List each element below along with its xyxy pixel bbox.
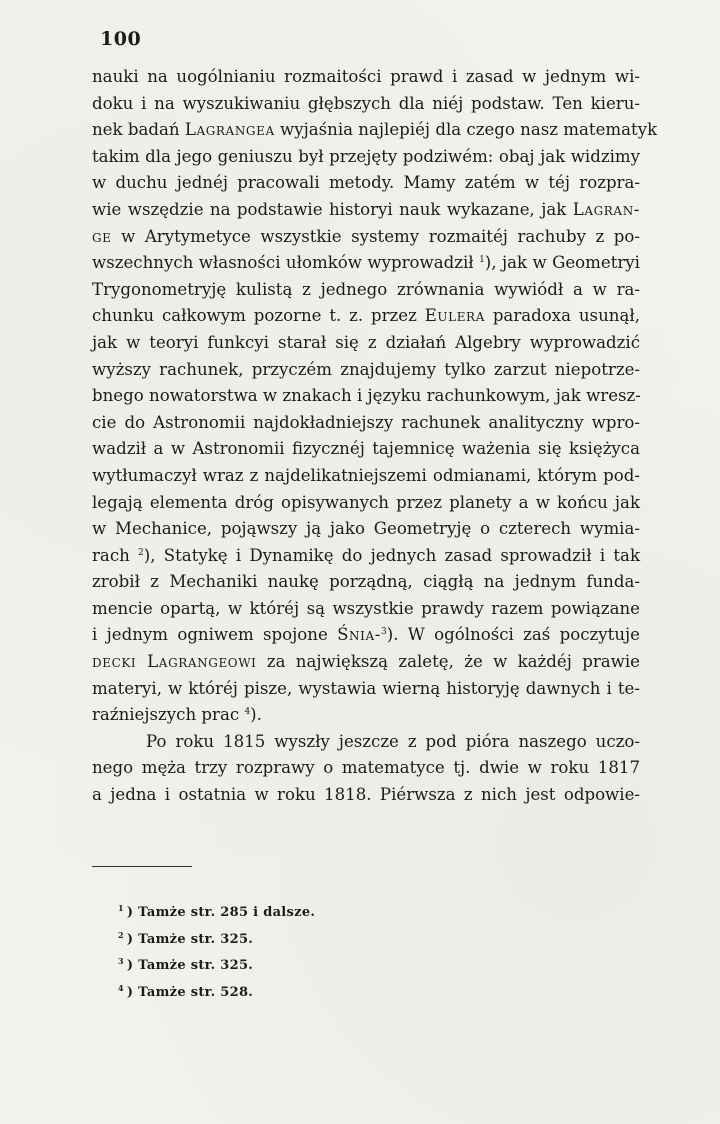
small-caps-name: Eulera: [424, 306, 485, 326]
text-line: [92, 357, 640, 384]
text-line: [92, 117, 658, 144]
text-line: [92, 330, 640, 357]
text-run: bnego nowatorstwa w znakach i języku rachunkowym, jak wresz-: [92, 386, 641, 406]
text-line: [92, 622, 640, 649]
footnotes: [118, 900, 315, 1006]
text-run: Trygonometryję kulistą z jednego zrównania wywiódł a w ra-: [92, 279, 640, 299]
text-run: nego męża trzy rozprawy o matematyce tj. dwie w roku 1817: [92, 758, 640, 778]
text-run: wyższy rachunek, przyczém znajdujemy tylko zarzut niepotrze-: [92, 359, 640, 379]
footnote-text: ) Tamże str. 325.: [126, 958, 254, 973]
text-line: [92, 64, 640, 91]
footnote-mark: 2: [118, 929, 124, 940]
text-run: nauki na uogólnianiu rozmaitości prawd i zasad w jednym wi-: [92, 67, 640, 86]
footnote-text: ) Tamże str. 528.: [126, 984, 254, 1000]
text-run: mencie opartą, w któréj są wszystkie prawdy razem powiązane: [92, 598, 640, 618]
footnote: [118, 927, 315, 954]
footnote: [118, 980, 315, 1007]
footnote: [118, 900, 315, 927]
text-line: [92, 170, 640, 197]
text-line: [92, 676, 640, 703]
footnote-mark: 3: [118, 956, 124, 966]
text-run: raźniejszych prac: [92, 705, 245, 725]
text-line: [92, 224, 640, 251]
text-run: ), Statykę i Dynamikę do jednych zasad sprowadził i tak: [143, 545, 640, 565]
text-run: wie wszędzie na podstawie historyi nauk wykazane, jak: [92, 199, 573, 219]
text-line: [92, 436, 640, 463]
text-run: w Mechanice, pojąwszy ją jako Geometryję o czterech wymia-: [92, 519, 640, 539]
text-run: jak w teoryi funkcyi starał się z działań Algebry wyprowadzić: [92, 332, 640, 352]
text-line: [92, 383, 640, 410]
page-number: 100: [100, 28, 142, 50]
footnote-divider: [92, 866, 192, 867]
footnote-mark: 4: [118, 982, 124, 993]
text-run: ).: [250, 705, 262, 725]
text-run: w Arytymetyce wszystkie systemy rozmaitéj rachuby z po-: [111, 226, 640, 246]
footnote-mark: 1: [118, 903, 124, 913]
text-run: i jednym ogniwem spojone: [92, 625, 338, 645]
text-line: [92, 91, 640, 118]
small-caps-name: ge: [92, 226, 112, 246]
text-run: legają elementa dróg opisywanych przez planety a w końcu jak: [92, 492, 640, 512]
text-line: [92, 410, 640, 437]
text-line: [92, 596, 640, 623]
text-run: wszechnych własności ułomków wyprowadził: [92, 253, 480, 273]
footnote-ref: 2: [138, 547, 144, 558]
text-line: [92, 569, 640, 596]
text-run: wyjaśnia najlepiéj dla czego nasz matematyk: [274, 120, 658, 140]
text-line: [92, 277, 640, 304]
text-line: [92, 729, 640, 756]
text-run: chunku całkowym pozorne t. z. przez: [92, 306, 425, 326]
small-caps-name: Śnia-: [337, 625, 381, 645]
small-caps-name: Lagran-: [572, 199, 640, 219]
text-line: [92, 702, 640, 729]
text-line: [92, 303, 640, 330]
footnote: [118, 953, 315, 980]
text-line: [92, 144, 640, 171]
text-run: wytłumaczył wraz z najdelikatniejszemi odmianami, którym pod-: [92, 465, 640, 485]
footnote-text: ) Tamże str. 325.: [126, 931, 254, 947]
footnote-ref: 1: [479, 255, 485, 266]
text-run: takim dla jego geniuszu był przejęty podziwém: obaj jak widzimy: [92, 146, 640, 166]
text-line: [92, 250, 640, 277]
footnote-ref: 4: [244, 707, 251, 718]
footnote-ref: 3: [380, 627, 387, 638]
text-run: nek badań: [92, 120, 185, 140]
text-run: rach: [92, 545, 139, 565]
small-caps-name: Lagrangea: [184, 120, 275, 140]
text-run: cie do Astronomii najdokładniejszy rachunek analityczny wpro-: [92, 412, 640, 432]
body-text: [92, 64, 658, 809]
text-line: [92, 543, 640, 570]
text-line: [92, 755, 640, 782]
text-line: [92, 516, 640, 543]
footnote-text: ) Tamże str. 285 i dalsze.: [126, 905, 316, 920]
text-run: a jedna i ostatnia w roku 1818. Piérwsza z nich jest odpowie-: [92, 785, 640, 805]
text-line: [92, 649, 640, 676]
text-run: doku i na wyszukiwaniu głębszych dla niéj podstaw. Ten kieru-: [92, 93, 640, 113]
text-run: Po roku 1815 wyszły jeszcze z pod pióra naszego uczo-: [146, 731, 640, 751]
text-line: [92, 782, 640, 809]
text-line: [92, 463, 640, 490]
text-run: zrobił z Mechaniki naukę porządną, ciągłą na jednym funda-: [92, 572, 640, 592]
text-run: za największą zaletę, że w każdéj prawie: [256, 652, 640, 672]
text-run: ). W ogólności zaś poczytuje: [386, 625, 640, 645]
text-run: paradoxa usunął,: [484, 306, 640, 326]
small-caps-name: decki Lagrangeowi: [92, 652, 257, 672]
text-line: [92, 197, 640, 224]
text-run: wadził a w Astronomii fizycznéj tajemnicę ważenia się księżyca: [92, 439, 640, 459]
text-run: ), jak w Geometryi: [484, 253, 640, 273]
text-run: materyi, w któréj pisze, wystawia wierną historyję dawnych i te-: [92, 678, 640, 698]
text-line: [92, 490, 640, 517]
text-run: w duchu jednéj pracowali metody. Mamy zatém w téj rozpra-: [92, 173, 640, 193]
